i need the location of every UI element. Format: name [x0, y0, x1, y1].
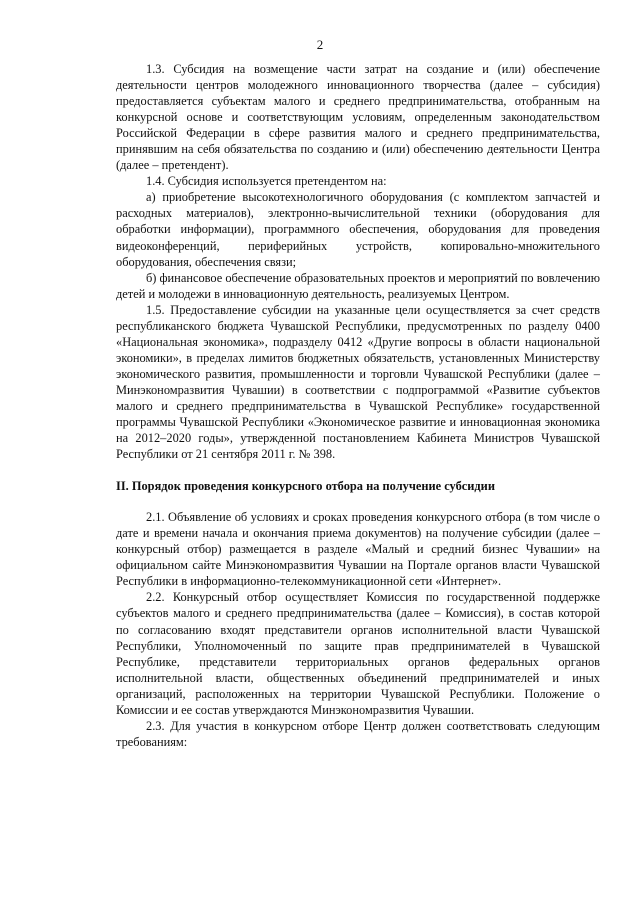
paragraph-1-5: 1.5. Предоставление субсидии на указанные цели осуществляется за счет средств республиканского бюджета Чувашской Республики, предусмотренных по разделу 0400 «Национальная экономика», подразделу 0412 «Другие вопросы в области национальной экономики», в пределах лимитов бюджетных обязательств, установленных Министерству экономического развития, промышленности и торговли Чувашской Республики (далее – Минэкономразвития Чувашии) в соответствии с подпрограммой «Развитие субъектов малого и среднего предпринимательства в Чувашской Республике» государственной программы Чувашской Республики «Экономическое развитие и инновационная экономика на 2012–2020 годы», утвержденной постановлением Кабинета Министров Чувашской Республики от 21 сентября 2011 г. № 398.: [116, 302, 600, 462]
paragraph-1-4: 1.4. Субсидия используется претендентом на:: [146, 174, 387, 189]
list-item-b: б) финансовое обеспечение образовательных проектов и мероприятий по вовлечению детей и молодежи в инновационную деятельность, реализуемых Центром.: [116, 270, 600, 301]
document-body: [116, 61, 600, 750]
section-heading: II. Порядок проведения конкурсного отбора на получение субсидии: [116, 479, 495, 494]
paragraph-2-3: 2.3. Для участия в конкурсном отборе Центр должен соответствовать следующим требованиям:: [116, 718, 600, 749]
paragraph-2-2: 2.2. Конкурсный отбор осуществляет Комиссия по государственной поддержке субъектов малого и среднего предпринимательства (далее – Комиссия), в состав которой по согласованию входят представители органов исполнительной власти Чувашской Республики, Уполномоченный по защите прав предпринимателей в Чувашской Республике, представители территориальных органов федеральных органов исполнительной власти, общественных объединений предпринимателей и иных организаций, расположенных на территории Чувашской Республики. Положение о Комиссии и ее состав утверждаются Минэкономразвития Чувашии.: [116, 590, 600, 717]
list-item-a: а) приобретение высокотехнологичного оборудования (с комплектом запчастей и расходных материалов), электронно-вычислительной техники (оборудования для обработки информации), программного обеспечения, оборудования для проведения видеоконференций, периферийных устройств, копировально-множительного оборудования, обеспечения связи;: [116, 190, 600, 269]
paragraph-1-3: 1.3. Субсидия на возмещение части затрат на создание и (или) обеспечение деятельности центров молодежного инновационного творчества (далее – субсидия) предоставляется субъектам малого и среднего предпринимательства, отобранным на конкурсной основе и соответствующим условиям, определенным законодательством Российской Федерации в сфере развития малого и среднего предпринимательства, принявшим на себя обязательства по созданию и (или) обеспечению деятельности Центра (далее – претендент).: [116, 62, 600, 173]
paragraph-2-1: 2.1. Объявление об условиях и сроках проведения конкурсного отбора (в том числе о дате и времени начала и окончания приема документов) на получение субсидии (далее – конкурсный отбор) размещается в разделе «Малый и средний бизнес Чувашии» на официальном сайте Минэкономразвития Чувашии на Портале органов власти Чувашской Республики в информационно-телекоммуникационной сети «Интернет».: [116, 510, 600, 589]
page-number: 2: [316, 37, 324, 52]
